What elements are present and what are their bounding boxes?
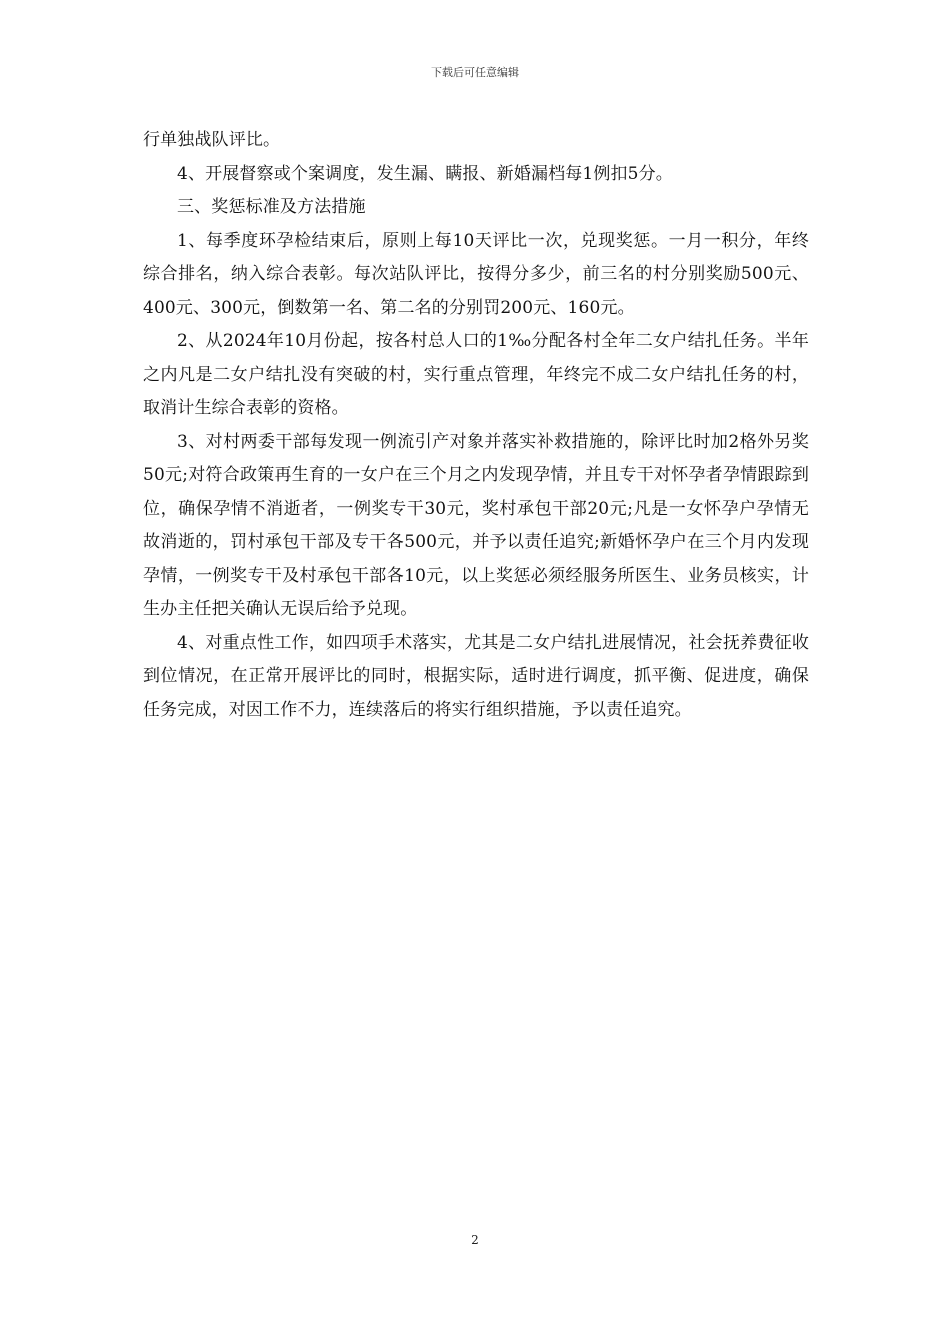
paragraph-rule-1: 1、每季度环孕检结束后，原则上每10天评比一次，兑现奖惩。一月一积分，年终综合排名，纳入综合表彰。每次站队评比，按得分多少，前三名的村分别奖励500元、400元、300元，倒数第一名、第二名的分别罚200元、160元。 <box>143 230 809 318</box>
page-number: 2 <box>471 1233 479 1247</box>
section-heading-rewards: 三、奖惩标准及方法措施 <box>177 197 366 217</box>
paragraph-rule-3: 3、对村两委干部每发现一例流引产对象并落实补救措施的，除评比时加2格外另奖50元;对符合政策再生育的一女户在三个月之内发现孕情，并且专干对怀孕者孕情跟踪到位，确保孕情不消逝者，一例奖专干30元，奖村承包干部20元;凡是一女怀孕户孕情无故消逝的，罚村承包干部及专干各500元，并予以责任追究;新婚怀孕户在三个月内发现孕情，一例奖专干及村承包干部各10元，以上奖惩必须经服务所医生、业务员核实，计生办主任把关确认无误后给予兑现。 <box>143 431 809 619</box>
paragraph-rule-2: 2、从2024年10月份起，按各村总人口的1‰分配各村全年二女户结扎任务。半年之内凡是二女户结扎没有突破的村，实行重点管理，年终完不成二女户结扎任务的村，取消计生综合表彰的资格。 <box>143 331 809 418</box>
paragraph-continuation: 行单独战队评比。 <box>143 130 281 150</box>
page-header: 下载后可任意编辑 <box>431 66 519 79</box>
paragraph-item-4-audit: 4、开展督察或个案调度，发生漏、瞒报、新婚漏档每1例扣5分。 <box>177 163 673 184</box>
document-body <box>143 124 809 727</box>
paragraph-rule-4: 4、对重点性工作，如四项手术落实，尤其是二女户结扎进展情况，社会抚养费征收到位情况，在正常开展评比的同时，根据实际，适时进行调度，抓平衡、促进度，确保任务完成，对因工作不力，连续落后的将实行组织措施，予以责任追究。 <box>143 632 809 720</box>
